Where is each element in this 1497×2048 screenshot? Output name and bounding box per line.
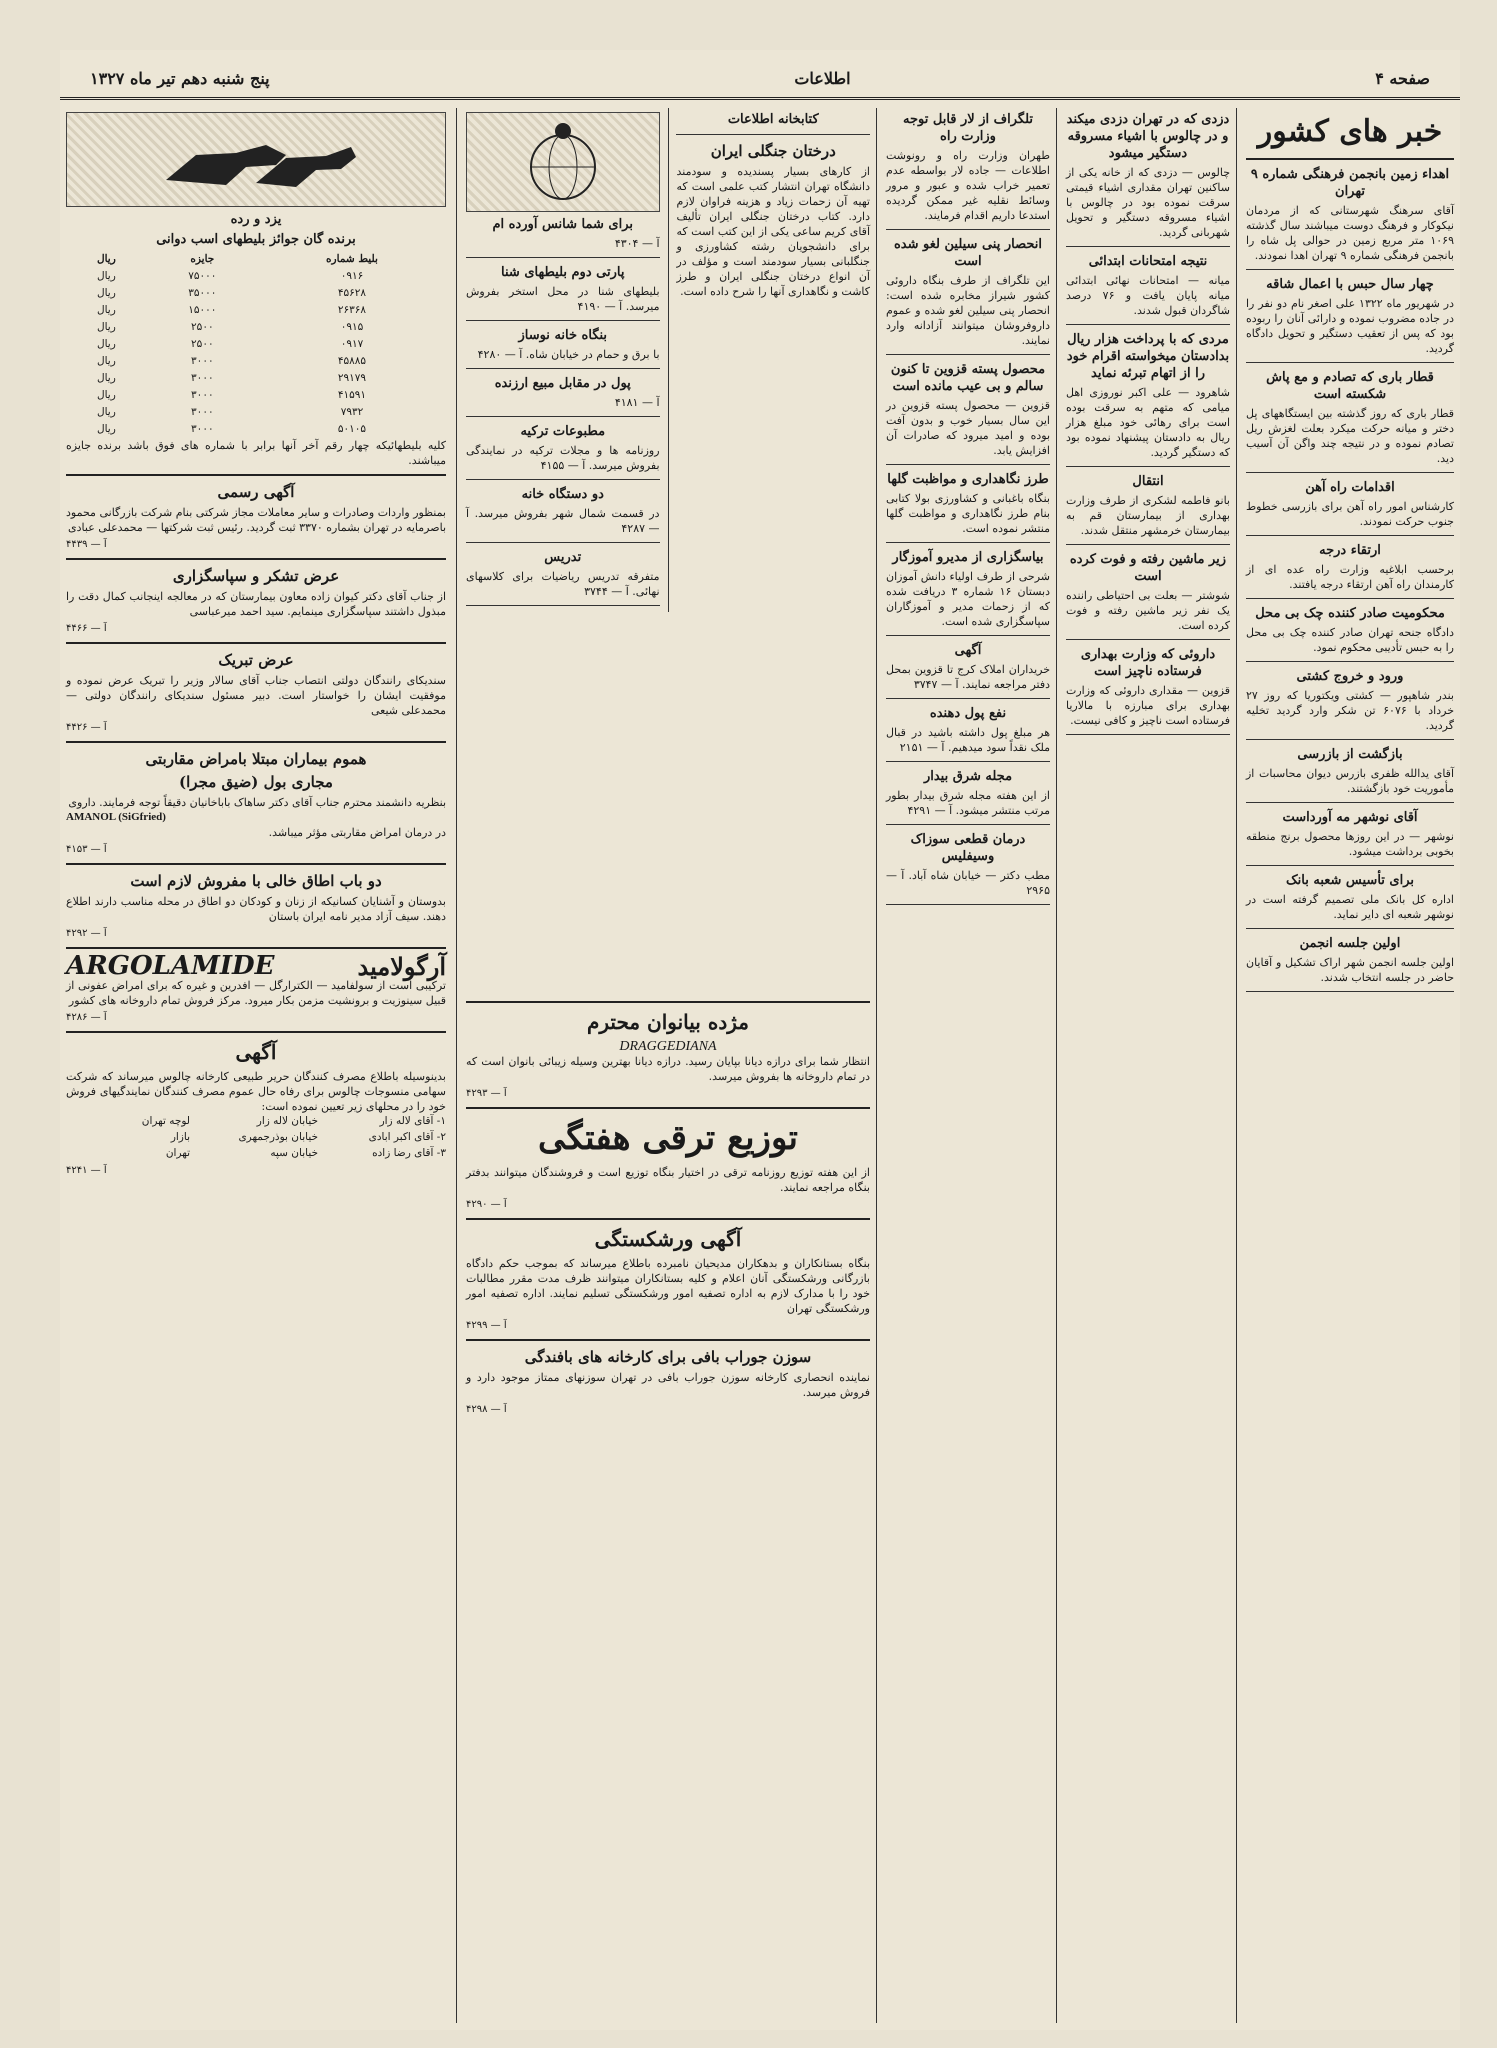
table-cell: ۲۶۳۶۸ [337, 304, 367, 316]
news-body: هر مبلغ پول داشته باشید در قبال ملک نقداً سود میدهیم. آ — ۲۱۵۱ [886, 726, 1050, 754]
news-body: بنگاه باغبانی و کشاورزی بولا کتابی بنام طرز نگاهداری و مواظبت گلها منتشر نموده است. [886, 492, 1050, 535]
divider [1066, 639, 1230, 640]
divider [66, 558, 446, 560]
news-headline: زیر ماشین رفته و فوت کرده است [1069, 552, 1227, 584]
column-rule [876, 108, 877, 2023]
news-headline: داروئی که وزارت بهداری فرستاده ناچیز است [1080, 647, 1216, 679]
news-body: بندر شاهپور — کشتی ویکتوریا که روز ۲۷ خرداد با ۶۰۷۶ تن شکر وارد گردید تخلیه گردید. [1246, 689, 1454, 732]
news-headline: محصول پسته قزوین تا کنون سالم و بی عیب مانده است [890, 362, 1046, 394]
ad-title: سوزن جوراب بافی برای کارخانه های بافندگی [524, 1348, 812, 1366]
table-row [66, 302, 446, 319]
ad-title: تدریس [544, 550, 582, 565]
ad-text: بلیطهای شنا در محل استخر بفروش میرسد. آ — ۴۱۹۰ [466, 285, 660, 313]
ad-title: آگهی ورشکستگی [594, 1227, 742, 1251]
argolamide-ad [66, 951, 446, 981]
divider [886, 229, 1050, 230]
divider [66, 863, 446, 865]
news-body: آقای یدالله ظفری بازرس دیوان محاسبات از مأموریت خود بازگشتند. [1246, 767, 1454, 795]
divider [886, 464, 1050, 465]
table-cell: ۴۵۶۲۸ [337, 287, 367, 299]
divider [466, 320, 660, 321]
table-cell: ۰۹۱۵ [340, 321, 364, 333]
ad-code: آ — ۴۲۹۹ [466, 1320, 507, 1331]
cartoon-illustration [466, 112, 660, 212]
ad-title: آگهی رسمی [217, 483, 295, 501]
ad-text: آ — ۴۳۰۴ [614, 237, 660, 250]
dealer-entry: ۲- آقای اکبر ابادی [368, 1131, 446, 1143]
table-cell: ۳۰۰۰ [191, 355, 214, 367]
news-headline: ارتقاء درجه [1319, 543, 1381, 558]
ad-code: آ — ۴۲۴۱ [66, 1165, 107, 1176]
news-headline: آقای نوشهر مه آورداست [1282, 810, 1418, 825]
divider [1246, 661, 1454, 662]
product-maker: (SiGfried) [118, 811, 166, 823]
column-rule [1236, 108, 1237, 2023]
news-body: دادگاه جنحه تهران صادر کننده چک بی محل را به حبس تأدیبی محکوم نمود. [1246, 626, 1454, 654]
divider [66, 1031, 446, 1033]
table-cell: ۴۵۸۸۵ [337, 355, 367, 367]
divider [1066, 466, 1230, 467]
ad-code: آ — ۴۲۹۰ [466, 1199, 507, 1210]
table-cell: ۷۹۳۲ [340, 406, 364, 418]
news-body: اداره کل بانک ملی تصمیم گرفته است در نوشهر شعبه ای دایر نماید. [1246, 893, 1454, 921]
divider [1246, 269, 1454, 270]
table-cell: ۰۹۱۷ [340, 338, 364, 350]
dealer-entry: خیابان سپه [270, 1147, 318, 1159]
dealer-entry: ۳- آقای رضا زاده [372, 1147, 446, 1159]
lottery-table [66, 251, 446, 438]
product-name-latin: DRAGGEDIANA [619, 1039, 717, 1054]
divider [466, 479, 660, 480]
ad-title: پارتی دوم بلیطهای شنا [501, 265, 625, 280]
news-headline: برای تأسیس شعبه بانک [1285, 873, 1414, 888]
ad-text: با برق و حمام در خیابان شاه. آ — ۴۲۸۰ [477, 348, 660, 361]
column-rule [1056, 108, 1057, 2023]
ad-text: از این هفته توزیع روزنامه ترقی در اختیار بنگاه توزیع است و فروشندگان میتوانند بدفتر بنگاه مراجعه نمایند. [466, 1166, 870, 1194]
news-body: شاهرود — علی اکبر نوروزی اهل میامی که متهم به سرقت بوده است برای رهائی خود مبلغ هزار ریال به دادستان پیشنهاد نموده بود که دستگیر گردید. [1066, 386, 1230, 459]
ad-title: مطبوعات ترکیه [520, 424, 606, 439]
dealer-entry: خیابان لاله زار [256, 1115, 318, 1127]
news-body: آقای سرهنگ شهرستانی که از مردمان نیکوکار و فرهنگ دوست میباشند سال گذشته ۱۰۶۹ متر مربع زمین در حوالی پل شاه را بانجمن فرهنگی شماره ۹ تهران اهدا نمودند. [1246, 204, 1454, 262]
divider [66, 741, 446, 743]
argolamide-text: ترکیبی است از سولفامید — الکترارگل — افدرین و غیره که برای امراض عفونی از قبیل سینوزیت و برونشیت مزمن بکار میرود. مرکز فروش تمام داروخانه های کشور [66, 979, 446, 1007]
divider [1246, 802, 1454, 803]
table-row [66, 319, 446, 336]
divider [886, 698, 1050, 699]
news-headline: مردی که با پرداخت هزار ریال بدادستان میخواسته اقرام خود را از اتهام تبرئه نماید [1066, 332, 1230, 381]
divider [466, 368, 660, 369]
ad-code: آ — ۴۲۹۸ [466, 1404, 507, 1415]
news-body: نوشهر — در این روزها محصول برنج منطقه بخوبی برداشت میشود. [1246, 830, 1454, 858]
news-headline: درمان قطعی سوزاک وسیفلیس [910, 832, 1026, 864]
dealer-entry: لوچه تهران [141, 1115, 190, 1127]
table-cell: ۳۰۰۰ [191, 389, 214, 401]
table-cell: ۲۵۰۰ [191, 338, 214, 350]
table-cell: ۱۵۰۰۰ [188, 304, 217, 316]
library-section [676, 108, 870, 612]
news-headline: اهداء زمین بانجمن فرهنگی شماره ۹ تهران [1250, 167, 1450, 199]
lottery-title: برنده گان جوائز بلیطهای اسب دوانی [156, 232, 356, 247]
divider [1246, 598, 1454, 599]
news-body: طهران وزارت راه و رونوشت اطلاعات — جاده لار بواسطه عدم تعمیر خراب شده و عبور و مرور وسائط نقلیه غیر ممکن گردیده استدعا داریم اقدام فرمایند. [886, 149, 1050, 222]
table-cell: ریال [96, 389, 116, 401]
product-name: AMANOL [66, 811, 116, 823]
page-number: صفحه ۴ [1375, 69, 1430, 88]
ad-text: انتظار شما برای درازه دیانا بپایان رسید. درازه دیانا بهترین وسیله زیبائی بانوان است که در تمام داروخانه ها بفروش میرسد. [466, 1055, 870, 1083]
table-cell: ۷۵۰۰۰ [188, 270, 217, 282]
ad-code: آ — ۴۲۹۲ [66, 928, 107, 939]
banner-caption: یزد و رده [230, 212, 282, 227]
divider [466, 605, 660, 606]
table-cell: ریال [96, 270, 116, 282]
divider [66, 642, 446, 644]
news-headline: قطار باری که تصادم و مع پاش شکسته است [1266, 370, 1434, 402]
ad-code: آ — ۴۴۳۹ [66, 539, 107, 550]
divider [676, 134, 870, 135]
paper-name: اطلاعات [794, 69, 851, 88]
news-body: قزوین — محصول پسته قزوین در این سال بسیار خوب و بدون آفت بوده و امید میرود که صادرات آن افزایش یابد. [886, 399, 1050, 457]
divider [1246, 865, 1454, 866]
ad-title: عرض تشکر و سپاسگزاری [172, 567, 340, 585]
news-headline: انتقال [1132, 474, 1164, 489]
divider [1246, 362, 1454, 363]
divider [466, 416, 660, 417]
divider [1066, 544, 1230, 545]
news-body: شوشتر — بعلت بی احتیاطی راننده یک نفر زیر ماشین رفته و فوت کرده است. [1066, 589, 1230, 632]
news-body: چالوس — دزدی که از خانه یکی از ساکنین تهران مقداری اشیاء قیمتی سرقت نموده بود در چالوس با اشیاء مسروقه دستگیر و تحویل شهربانی گردید. [1066, 166, 1230, 239]
ad-text: در درمان امراض مقاربتی مؤثر میباشد. [268, 826, 446, 839]
lottery-note: کلیه بلیطهائیکه چهار رقم آخر آنها برابر با شماره های فوق باشد برنده جایزه میباشند. [66, 439, 446, 467]
table-row [66, 336, 446, 353]
news-headline: اولین جلسه انجمن [1299, 936, 1401, 951]
divider [466, 542, 660, 543]
dealer-list [66, 1114, 446, 1161]
news-body: شرحی از طرف اولیاء دانش آموزان دبستان ۱۶ شماره ۳ دریافت شده که از زحمات مدیر و آموزگاران سپاسگزاری شده است. [886, 570, 1050, 628]
dealer-entry: ۱- آقای لاله زار [379, 1115, 446, 1127]
divider [1066, 734, 1230, 735]
divider [1246, 991, 1454, 992]
news-headline: مجله شرق بیدار [923, 769, 1013, 784]
center-ads [460, 995, 876, 2020]
ad-title: مژده بیانوان محترم [587, 1010, 749, 1034]
news-body: بانو فاطمه لشکری از طرف وزارت بهداری از بیمارستان قم به بیمارستان خرمشهر منتقل شدند. [1066, 494, 1230, 537]
issue-date: پنج شنبه دهم تیر ماه ۱۳۲۷ [90, 69, 270, 88]
table-cell: ۰۹۱۶ [340, 270, 364, 282]
column-news-3 [880, 108, 1056, 2023]
news-body: قطار باری که روز گذشته بین ایستگاههای پل دختر و میانه حرکت میکرد بعلت لغزش ریل تصادم نموده و در نتیجه چند واگن آن آسیب دید. [1246, 407, 1454, 465]
product-name-latin: ARGOLAMIDE [66, 951, 275, 981]
divider [466, 1001, 870, 1003]
divider [886, 354, 1050, 355]
table-row [66, 421, 446, 438]
ad-text: آ — ۴۱۸۱ [614, 396, 660, 409]
book-review: از کارهای بسیار پسندیده و سودمند دانشگاه تهران انتشار کتب علمی است که تهیه آن زحمات زیاد و هزینه فراوان لازم دارد. کتاب درختان جنگلی ایران تألیف آقای کریم ساعی یکی از این کتب است که برای دانشجویان رشته کشاورزی و جنگلبانی بسیار سودمند است و مؤلف در آن انواع درختان جنگلی ایران و طرز کاشت و نگاهداری آنها را شرح داده است. [676, 165, 870, 298]
table-row [66, 387, 446, 404]
masthead [60, 60, 1460, 100]
divider [466, 257, 660, 258]
news-body: در شهریور ماه ۱۳۲۲ علی اصغر نام دو نفر را در جاده مضروب نموده و دارائی آنان را ربوده بود که پس از تعقیب دستگیر و تحویل دادگاه گردید. [1246, 297, 1454, 355]
divider [466, 1107, 870, 1109]
news-body: میانه — امتحانات نهائی ابتدائی میانه پایان یافت و ۷۶ درصد شاگردان قبول شدند. [1066, 274, 1230, 317]
table-cell: ریال [96, 304, 116, 316]
newspaper-page [60, 50, 1460, 2030]
table-cell: ریال [96, 287, 116, 299]
ad-text: از جناب آقای دکتر کیوان زاده معاون بیمارستان که در معالجه اینجانب کمال دقت را مبذول داشتند سپاسگزاری مینمایم. سید احمد میرعباسی [66, 590, 446, 618]
ad-title: توزیع ترقی هفتگی [538, 1118, 798, 1158]
news-list [1246, 166, 1454, 992]
news-headline: دزدی که در تهران دزدی میکند و در چالوس با اشیاء مسروقه دستگیر میشود [1066, 112, 1230, 161]
ad-text: بدوستان و آشنایان کسانیکه از زنان و کودکان دو اطاق در محله مناسب دارند اطلاع دهند. سیف آزاد مدیر نامه ایران باستان [66, 895, 446, 923]
section-title: خبر های کشور [1257, 114, 1443, 149]
ad-title: هموم بیماران مبتلا بامراض مقاربتی [145, 750, 367, 768]
divider [1246, 739, 1454, 740]
ad-title: بنگاه خانه نوساز [518, 328, 608, 343]
ad-text: روزنامه ها و مجلات ترکیه در نمایندگی بفروش میرسد. آ — ۴۱۵۵ [466, 444, 660, 472]
news-body: خریداران املاک کرج تا قزوین بمحل دفتر مراجعه نمایند. آ — ۳۷۴۷ [886, 663, 1050, 691]
table-row [66, 404, 446, 421]
ad-text: در قسمت شمال شهر بفروش میرسد. آ — ۴۲۸۷ [466, 507, 660, 535]
table-cell: ریال [96, 423, 116, 435]
divider [66, 474, 446, 476]
divider [466, 1218, 870, 1220]
table-row [66, 268, 446, 285]
table-cell: ریال [96, 372, 116, 384]
divider [66, 947, 446, 949]
news-headline: نفع پول دهنده [929, 706, 1007, 721]
news-body: از این هفته مجله شرق بیدار بطور مرتب منتشر میشود. آ — ۴۲۹۱ [886, 789, 1050, 817]
news-list [1066, 111, 1230, 735]
divider [1066, 246, 1230, 247]
table-cell: ریال [96, 321, 116, 333]
table-header-cell: جایزه [190, 253, 215, 265]
divider [886, 761, 1050, 762]
ad-code: آ — ۴۲۹۳ [466, 1088, 507, 1099]
table-row [66, 353, 446, 370]
divider [1246, 472, 1454, 473]
column-ads [60, 108, 452, 2023]
ad-subtitle: مجاری بول (ضیق مجرا) [179, 773, 333, 791]
ad-title: دو دستگاه خانه [521, 487, 604, 502]
library-title: کتابخانه اطلاعات [727, 112, 819, 127]
table-cell: ۳۰۰۰ [191, 372, 214, 384]
table-cell: ۲۵۰۰ [191, 321, 214, 333]
ad-text: سندیکای رانندگان دولتی انتصاب جناب آقای سالار وزیر را تبریک عرض نموده و موفقیت ایشان را خواستار است. دبیر مسئول سندیکای رانندگان دولتی — محمدعلی شیعی [66, 674, 446, 717]
divider [886, 824, 1050, 825]
divider [1066, 324, 1230, 325]
ad-title: آگهی [235, 1040, 277, 1064]
ad-code: آ — ۴۱۵۳ [66, 844, 107, 855]
table-cell: ریال [96, 406, 116, 418]
news-body: قزوین — مقداری داروئی که وزارت بهداری برای مبارزه با مالاریا فرستاده است ناچیز و کافی نیست. [1066, 684, 1230, 727]
divider [466, 1339, 870, 1341]
table-cell: ۳۵۰۰۰ [188, 287, 217, 299]
small-ads [466, 108, 660, 612]
news-headline: بیاسگزاری از مدیرو آموزگار [892, 550, 1044, 565]
divider [1246, 158, 1454, 160]
ad-title: عرض تبریک [218, 651, 294, 669]
ad-text: نماینده انحصاری کارخانه سوزن جوراب بافی در تهران سوزنهای ممتاز موجود دارد و فروش میرسد. [466, 1371, 870, 1399]
news-headline: چهار سال حبس با اعمال شاقه [1266, 277, 1434, 292]
column-country-news [1240, 108, 1460, 2023]
news-headline: طرز نگاهداری و مواظبت گلها [887, 472, 1049, 487]
table-header-cell: بلیط شماره [326, 253, 378, 265]
news-body: این تلگراف از طرف بنگاه داروئی کشور شیراز مخابره شده است: انحصار پنی سیلین لغو شده و عموم داروفروشان میتوانند آزادانه وارد نمایند. [886, 274, 1050, 347]
news-body: برحسب ابلاغیه وزارت راه عده ای از کارمندان راه آهن ارتقاء درجه یافتند. [1246, 563, 1454, 591]
table-cell: ۳۰۰۰ [191, 423, 214, 435]
table-row [66, 370, 446, 387]
ads-list [66, 474, 446, 941]
horse-icon [146, 125, 366, 195]
ad-text: متفرقه تدریس ریاضیات برای کلاسهای نهائی. آ — ۳۷۴۴ [466, 570, 660, 598]
table-cell: ۳۰۰۰ [191, 406, 214, 418]
news-body: کارشناس امور راه آهن برای بازرسی خطوط جنوب حرکت نمودند. [1246, 500, 1454, 528]
news-headline: اقدامات راه آهن [1305, 480, 1395, 495]
news-headline: نتیجه امتحانات ابتدائی [1088, 254, 1208, 269]
ad-title: دو باب اطاق خالی با مفروش لازم است [130, 872, 382, 890]
ad-text: بمنظور واردات وصادرات و سایر معاملات مجاز شرکتی بنام شرکت بازرگانی محمود باصرمایه در تهران بشماره ۳۳۷۰ ثبت گردید. رئیس ثبت شرکتها — محمدعلی عبادی [66, 506, 446, 534]
news-body: مطب دکتر — خیابان شاه آباد. آ — ۲۹۶۵ [886, 869, 1050, 897]
product-name-fa: آرگولامید [357, 952, 446, 981]
dealer-entry: خیابان بوذرجمهری [238, 1131, 318, 1143]
ad-code: آ — ۴۴۲۶ [66, 722, 107, 733]
table-row [66, 285, 446, 302]
news-body: اولین جلسه انجمن شهر اراک تشکیل و آقایان حاضر در جلسه انتخاب شدند. [1246, 956, 1454, 984]
news-headline: ورود و خروج کشتی [1296, 669, 1404, 684]
column-library [460, 108, 876, 988]
product-name-latin [66, 810, 446, 825]
table-header-cell: ریال [96, 253, 116, 265]
divider [1246, 928, 1454, 929]
column-news-2 [1060, 108, 1236, 2023]
dealer-entry: بازار [170, 1131, 190, 1143]
column-rule [668, 108, 669, 612]
ad-text: بدینوسیله باطلاع مصرف کنندگان حریر طبیعی کارخانه چالوس میرساند که شرکت سهامی منسوجات چالوس برای رفاه حال عموم مصرف کنندگان نمایندگیهای فروش خود را در محلهای زیر تعیین نموده است: [66, 1070, 446, 1113]
table-cell: ۵۰۱۰۵ [337, 423, 367, 435]
news-headline: محکومیت صادر کننده چک بی محل [1255, 606, 1445, 621]
divider [886, 542, 1050, 543]
news-headline: تلگراف از لار قابل توجه وزارت راه [902, 112, 1034, 144]
table-cell: ۲۹۱۷۹ [337, 372, 367, 384]
ads-list [466, 216, 660, 606]
ad-title: پول در مقابل مبیع ارزنده [494, 376, 631, 391]
horse-race-illustration [66, 112, 446, 207]
ad-text: بنظریه دانشمند محترم جناب آقای دکتر ساهاک باباخانیان دقیقاً توجه فرمایند. داروی [68, 796, 446, 809]
table-cell: ریال [96, 355, 116, 367]
table-cell: ریال [96, 338, 116, 350]
ad-title: برای شما شانس آورده ام [492, 217, 634, 232]
news-headline: انحصار پنی سیلین لغو شده است [893, 237, 1043, 269]
ad-code: آ — ۴۴۶۶ [66, 623, 107, 634]
divider [886, 904, 1050, 905]
divider [886, 635, 1050, 636]
globe-figure-icon [518, 117, 608, 207]
ad-code: آ — ۴۲۸۶ [66, 1012, 107, 1023]
table-cell: ۴۱۵۹۱ [337, 389, 367, 401]
divider [1246, 535, 1454, 536]
news-headline: بازگشت از بازرسی [1297, 747, 1403, 762]
dealer-entry: تهران [165, 1147, 190, 1159]
news-list [886, 111, 1050, 905]
book-title: درختان جنگلی ایران [710, 142, 836, 160]
column-rule [456, 108, 457, 2023]
ad-text: بنگاه بستانکاران و بدهکاران مدیحیان نامبرده باطلاع میرساند که بموجب حکم دادگاه بازرگانی ورشکستگی آنان اعلام و کلیه بستانکاران میتوانند ظرف مدت مقرر مطالبات خود را با مدارک لازم به اداره تصفیه امور ورشکستگی تسلیم نمایند. اداره تصفیه امور ورشکستگی تهران [466, 1257, 870, 1315]
news-headline: آگهی [954, 643, 982, 658]
